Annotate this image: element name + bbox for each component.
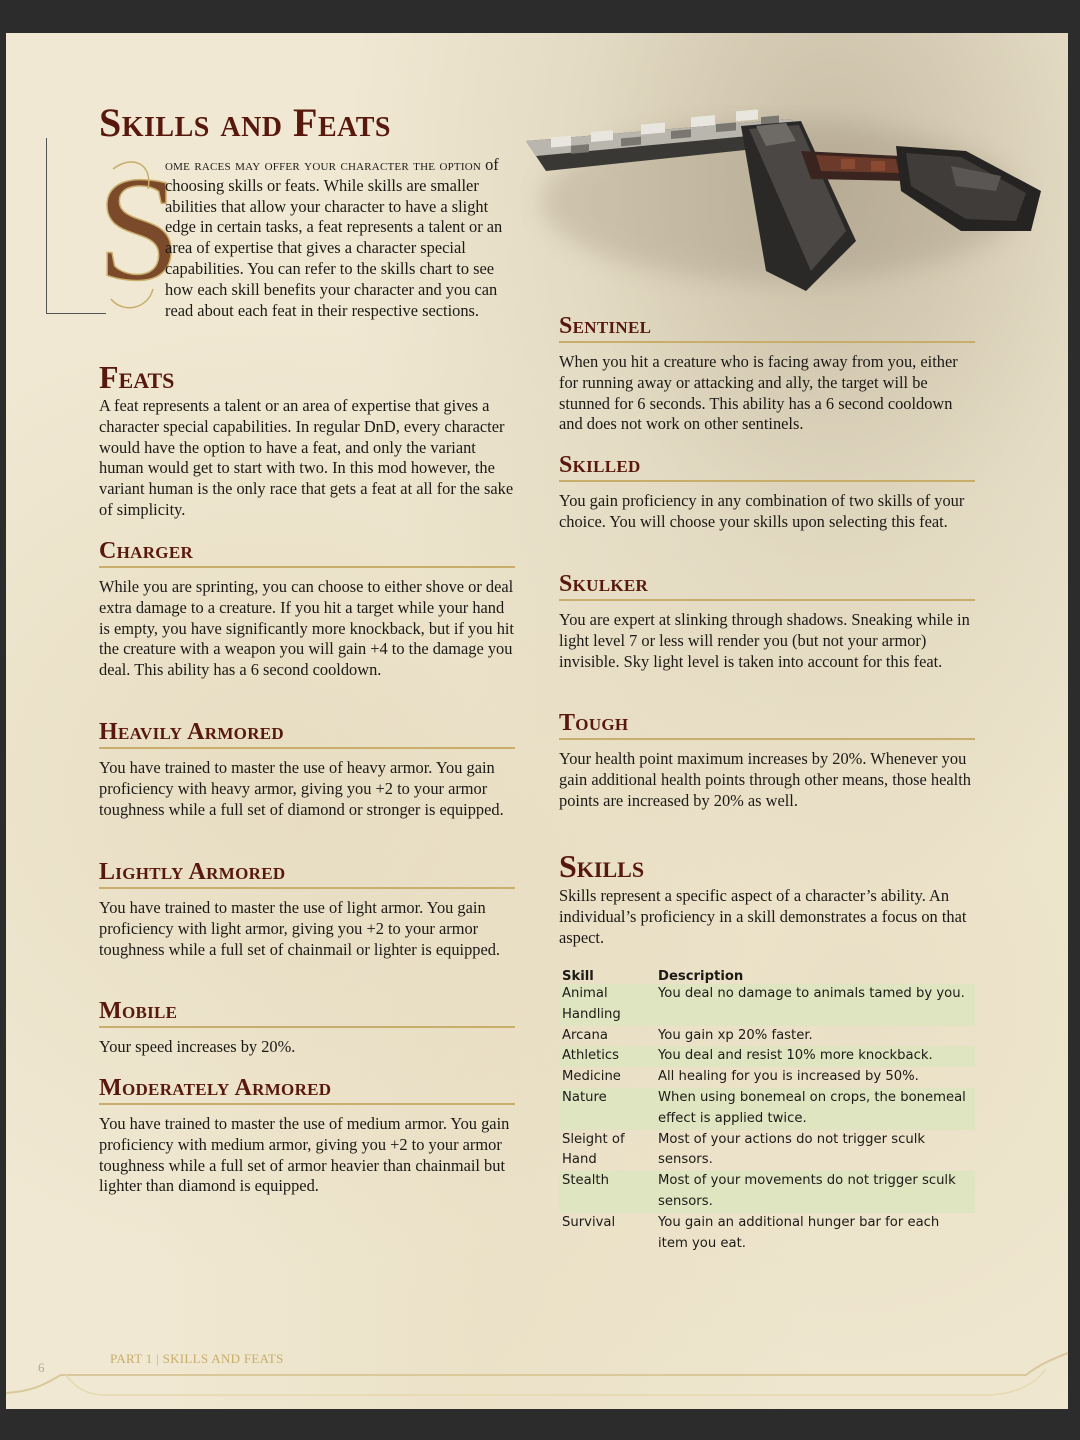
skill-name: Athletics [559, 1046, 655, 1067]
section-heading-moderately-armored: Moderately Armored [99, 1074, 515, 1105]
section-heading-tough: Tough [559, 709, 975, 740]
skill-description: You gain xp 20% faster. [658, 1027, 813, 1043]
table-row [559, 1130, 975, 1172]
table-header-row [559, 962, 975, 984]
section-heading-mobile: Mobile [99, 997, 515, 1028]
skill-name: Nature [559, 1088, 655, 1130]
skill-description: All healing for you is increased by 50%. [658, 1069, 919, 1085]
skills-text: Skills represent a specific aspect of a character’s ability. An individual’s proficiency in a skill demonstrates a focus on that aspect. [559, 886, 967, 947]
skill-name: Survival [562, 1214, 616, 1230]
table-row [559, 1067, 975, 1088]
intro-lead: ome races may offer your character the option [165, 155, 481, 174]
ornamental-s-dropcap [93, 146, 181, 317]
table-row [559, 1088, 975, 1130]
footer-label: PART 1 | SKILLS AND FEATS [110, 1351, 284, 1366]
page-number: 6 [38, 1360, 45, 1375]
table-row [559, 1046, 975, 1067]
skill-description: You gain an additional hunger bar for each item you eat. [658, 1214, 940, 1251]
section-text-skulker: You are expert at slinking through shadows. Sneaking while in light level 7 or less will render you (but not your armor) invisible. Sky light level is taken into account for this feat. [559, 610, 970, 671]
table-row [559, 1171, 975, 1213]
section-text-heavily-armored: You have trained to master the use of heavy armor. You gain proficiency with heavy armor, giving you +2 to your armor toughness while a full set of diamond or stronger is equipped. [99, 758, 504, 819]
skill-name: Animal Handling [559, 984, 655, 1026]
skill-description: When using bonemeal on crops, the bonemeal effect is applied twice. [655, 1088, 975, 1130]
skill-name: Medicine [562, 1069, 621, 1085]
section-heading-sentinel: Sentinel [559, 312, 975, 343]
section-heading-heavily-armored: Heavily Armored [99, 718, 515, 749]
section-text-lightly-armored: You have trained to master the use of light armor. You gain proficiency with light armor, giving you +2 to your armor toughness while a full set of chainmail or lighter is equipped. [99, 898, 501, 959]
skill-description: Most of your actions do not trigger sculk sensors. [658, 1131, 926, 1168]
footer-ornament [6, 1333, 1068, 1409]
skill-description: You deal and resist 10% more knockback. [655, 1046, 975, 1067]
section-text-charger: While you are sprinting, you can choose to either shove or deal extra damage to a creature. If you hit a target while your hand is empty, you have significantly more knockback, but if you hit the creature with a weapon you will gain +4 to the damage you deal. This ability has a 6 second cooldown. [99, 577, 514, 680]
table-header-description: Description [658, 969, 744, 984]
intro-paragraph [97, 146, 519, 321]
document-page [6, 33, 1068, 1409]
section-text-tough: Your health point maximum increases by 20%. Whenever you gain additional health points through other means, those health points are increased by 20% as well. [559, 749, 971, 810]
table-row [559, 984, 975, 1026]
skill-name: Sleight of Hand [562, 1131, 625, 1168]
section-heading-skulker: Skulker [559, 570, 975, 601]
feats-heading: Feats [99, 359, 175, 395]
section-text-skilled: You gain proficiency in any combination of two skills of your choice. You will choose your skills upon selecting this feat. [559, 491, 965, 531]
feats-text: A feat represents a talent or an area of expertise that gives a character special capabilities. In regular DnD, every character would have the option to have a feat, and only the variant human would get to start with two. In this mod however, the variant human is the only race that gets a feat at all for the sake of simplicity. [99, 396, 514, 519]
svg-text:S: S [97, 146, 181, 312]
section-heading-skilled: Skilled [559, 451, 975, 482]
skill-name: Arcana [562, 1027, 608, 1043]
section-text-mobile: Your speed increases by 20%. [99, 1037, 296, 1056]
skills-table [559, 962, 975, 1254]
table-header-skill: Skill [562, 969, 594, 984]
section-text-sentinel: When you hit a creature who is facing away from you, either for running away or attacking and ally, the target will be stunned for 6 seconds. This ability has a 6 second cooldown and does not work on other sentinels. [559, 352, 958, 434]
section-heading-charger: Charger [99, 537, 515, 568]
pixel-netherite-sword-icon [511, 81, 1051, 311]
skill-description: You deal no damage to animals tamed by you. [655, 984, 975, 1026]
intro-text: of choosing skills or feats. While skills are smaller abilities that allow your character to have a slight edge in certain tasks, a feat represents a talent or an area of expertise that gives a character special capabilities. You can refer to the skills chart to see how each skill benefits your character and you can read about each feat in their respective sections. [165, 155, 503, 320]
table-row [559, 1026, 975, 1047]
skills-heading: Skills [559, 848, 645, 884]
section-heading-lightly-armored: Lightly Armored [99, 858, 515, 889]
page-title: Skills and Feats [99, 100, 392, 145]
section-text-moderately-armored: You have trained to master the use of medium armor. You gain proficiency with medium armor, giving you +2 to your armor toughness while a full set of armor heavier than chainmail but lighter than diamond is equipped. [99, 1114, 510, 1196]
skill-description: Most of your movements do not trigger sculk sensors. [655, 1171, 975, 1213]
skill-name: Stealth [559, 1171, 655, 1213]
table-row [559, 1213, 975, 1255]
